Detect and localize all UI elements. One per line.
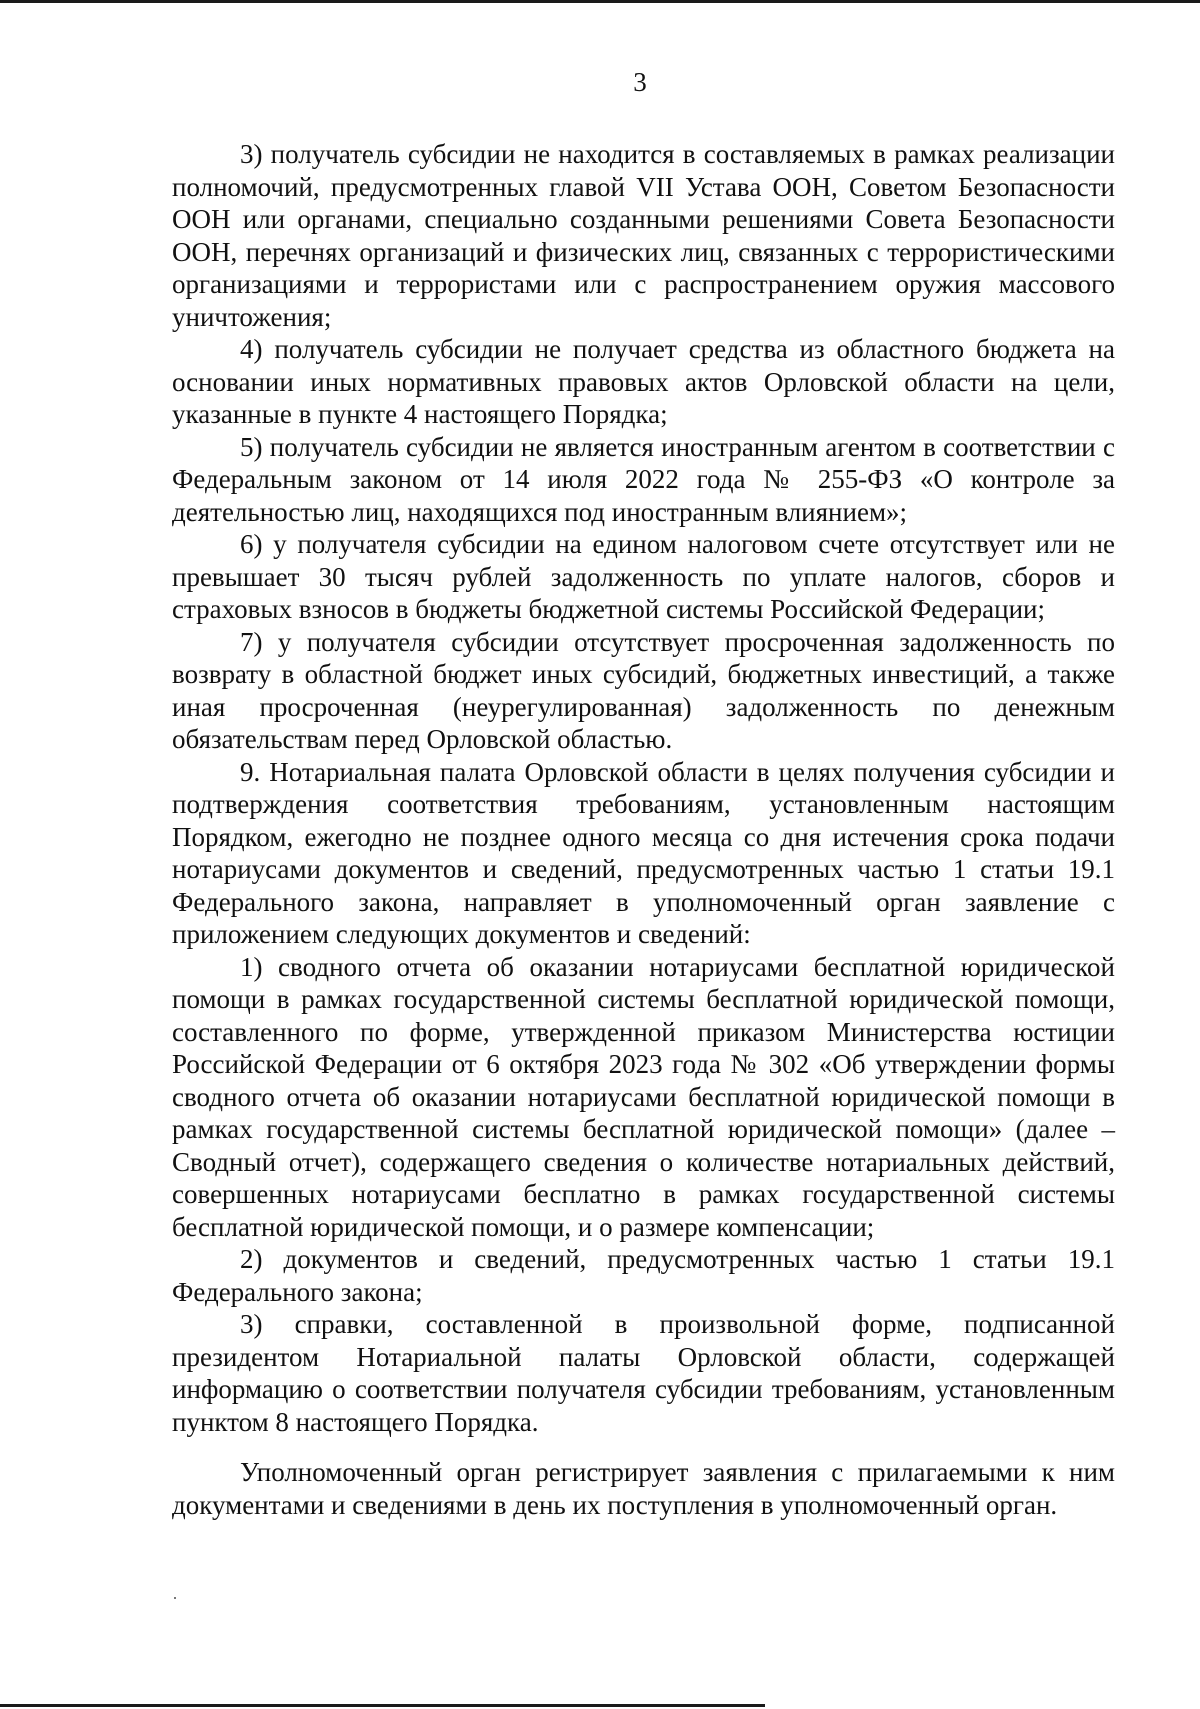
paragraph-registration: Уполномоченный орган регистрирует заявления с прилагаемыми к ним документами и сведениями в день их поступления в уполномоченный орган. bbox=[172, 1457, 1115, 1520]
document-body bbox=[172, 138, 1115, 1521]
paragraph-item-5: 5) получатель субсидии не является иностранным агентом в соответствии с Федеральным законом от 14 июля 2022 года № 255-ФЗ «О контроле за деятельностью лиц, находящихся под иностранным влиянием»; bbox=[172, 431, 1115, 527]
page-number: 3 bbox=[633, 67, 647, 97]
paragraph-item-3: 3) получатель субсидии не находится в составляемых в рамках реализации полномочий, предусмотренных главой VII Устава ООН, Советом Безопасности ООН или органами, специально созданными решениями Совета Безопасности ООН, перечнях организаций и физических лиц, связанных с террористическими организациями и террористами или с распространением оружия массового уничтожения; bbox=[172, 139, 1115, 332]
paragraph-subitem-2: 2) документов и сведений, предусмотренных частью 1 статьи 19.1 Федерального закона; bbox=[172, 1244, 1115, 1307]
paragraph-item-4: 4) получатель субсидии не получает средства из областного бюджета на основании иных нормативных правовых актов Орловской области на цели, указанные в пункте 4 настоящего Порядка; bbox=[172, 334, 1115, 429]
scan-speck bbox=[174, 1597, 176, 1599]
scan-top-border bbox=[0, 0, 1200, 3]
paragraph-subitem-3: 3) справки, составленной в произвольной форме, подписанной президентом Нотариальной палаты Орловской области, содержащей информацию о соответствии получателя субсидии требованиям, установленным пунктом 8 настоящего Порядка. bbox=[172, 1309, 1115, 1437]
paragraph-item-6: 6) у получателя субсидии на едином налоговом счете отсутствует или не превышает 30 тысяч рублей задолженность по уплате налогов, сборов и страховых взносов в бюджеты бюджетной системы Российской Федерации; bbox=[172, 529, 1115, 624]
paragraph-section-9: 9. Нотариальная палата Орловской области в целях получения субсидии и подтверждения соответствия требованиям, установленным настоящим Порядком, ежегодно не позднее одного месяца со дня истечения срока подачи нотариусами документов и сведений, предусмотренных частью 1 статьи 19.1 Федерального закона, направляет в уполномоченный орган заявление с приложением следующих документов и сведений: bbox=[172, 756, 1115, 949]
scan-bottom-border bbox=[0, 1704, 765, 1707]
paragraph-item-7: 7) у получателя субсидии отсутствует просроченная задолженность по возврату в областной бюджет иных субсидий, бюджетных инвестиций, а также иная просроченная (неурегулированная) задолженность по денежным обязательствам перед Орловской областью. bbox=[172, 626, 1115, 754]
paragraph-subitem-1: 1) сводного отчета об оказании нотариусами бесплатной юридической помощи в рамках государственной системы бесплатной юридической помощи, составленного по форме, утвержденной приказом Министерства юстиции Российской Федерации от 6 октября 2023 года № 302 «Об утверждении формы сводного отчета об оказании нотариусами бесплатной юридической помощи в рамках государственной системы бесплатной юридической помощи» (далее – Сводный отчет), содержащего сведения о количестве нотариальных действий, совершенных нотариусами бесплатно в рамках государственной системы бесплатной юридической помощи, и о размере компенсации; bbox=[172, 951, 1115, 1242]
